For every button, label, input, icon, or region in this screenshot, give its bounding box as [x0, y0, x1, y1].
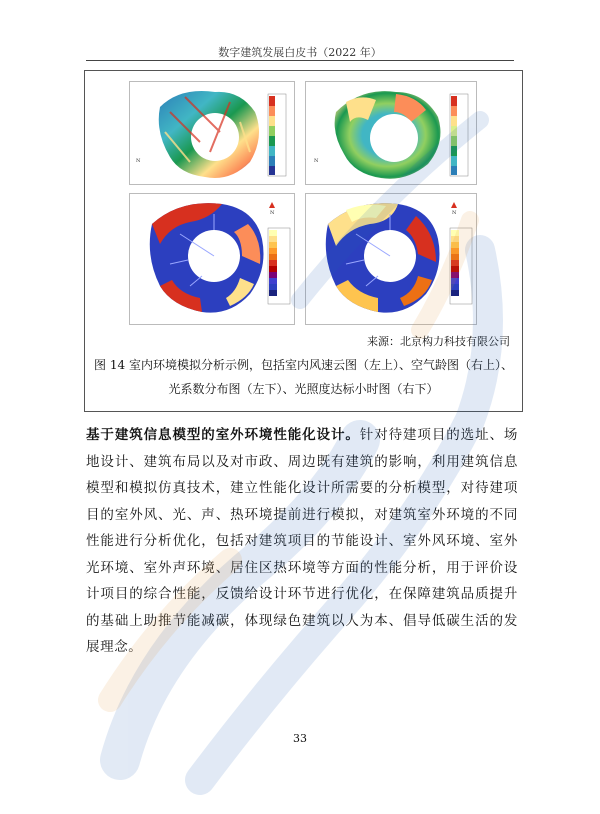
- svg-text:N: N: [136, 158, 141, 164]
- figure-source: 来源：北京构力科技有限公司: [367, 335, 510, 348]
- wind-speed-panel: [129, 81, 295, 185]
- svg-text:N: N: [452, 210, 457, 216]
- caption-line-1: 图 14 室内环境模拟分析示例，包括室内风速云图（左上）、空气龄图（右上）、: [94, 358, 513, 372]
- figure-box: [84, 70, 523, 412]
- body-paragraph: [86, 422, 518, 661]
- caption-line-2: 光系数分布图（左下）、光照度达标小时图（右下）: [168, 382, 439, 396]
- svg-text:N: N: [314, 158, 319, 164]
- air-age-panel: [305, 81, 477, 185]
- header-rule: [86, 60, 514, 61]
- daylight-factor-panel: [129, 193, 295, 325]
- page-header: 数字建筑发展白皮书（2022 年）: [218, 46, 382, 59]
- svg-text:N: N: [270, 210, 275, 216]
- paragraph-lead: 基于建筑信息模型的室外环境性能化设计。: [86, 427, 360, 443]
- daylight-hours-panel: [305, 193, 477, 325]
- paragraph-text: 针对待建项目的选址、场地设计、建筑布局以及对市政、周边既有建筑的影响，利用建筑信息模型和模拟仿真技术，建立性能化设计所需要的分析模型，对待建项目的室外风、光、声、热环境提前进行模拟，对建筑室外环境的不同性能进行分析优化，包括对建筑项目的节能设计、室外风环境、室外光环境、室外声环境、居住区热环境等方面的性能分析，用于评价设计项目的综合性能，反馈给设计环节进行优化，在保障建筑品质提升的基础上助推节能减碳，体现绿色建筑以人为本、倡导低碳生活的发展理念。: [86, 427, 518, 655]
- page-number: 33: [293, 732, 307, 745]
- figure-caption: [91, 353, 516, 401]
